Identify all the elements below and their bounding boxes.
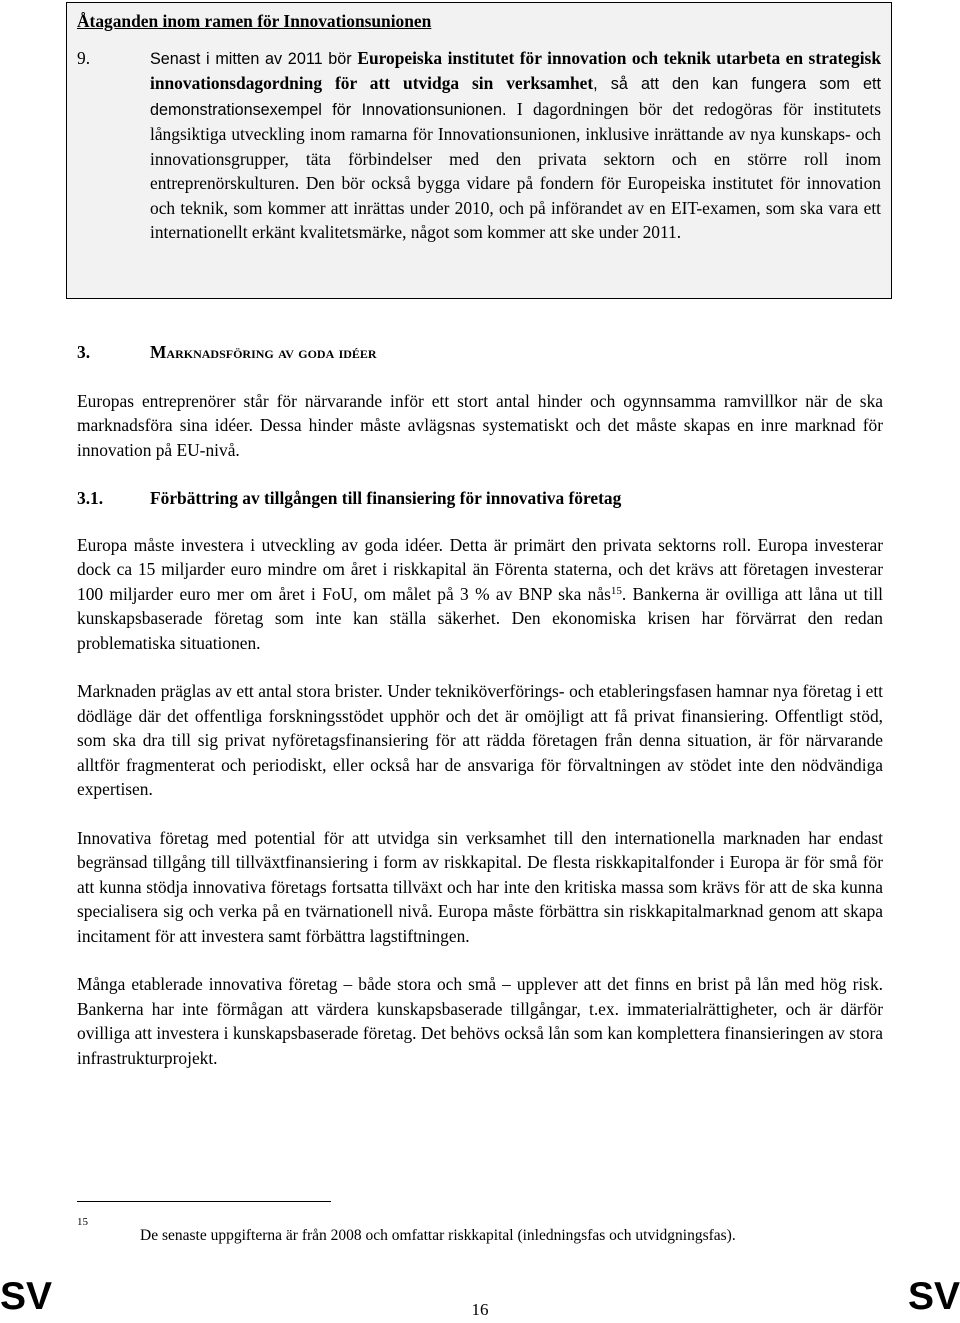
main-content [77,340,883,1070]
footnote-reference[interactable]: 15 [610,584,622,597]
language-code-left: SV [0,1275,53,1318]
section-3-1-paragraph-3: Innovativa företag med potential för att utvidga sin verksamhet till den internationella marknaden har endast begränsad tillgång till tillväxtfinansiering i form av riskkapital. De flesta riskkapitalfonder i Europa är för små för att kunna stödja innovativa företags fortsatta tillväxt och har inte den kritiska massa som krävs för att de ska kunna specialisera sig och verka på en tvärnationell nivå. Europa måste förbättra sin riskkapitalmarknad genom att skapa incitament för att investera samt förbättra lagstiftningen. [77,827,883,946]
section-3-1-paragraph-4: Många etablerade innovativa företag – både stora och små – upplever att det finns en brist på lån med hög risk. Bankerna har inte förmågan att värdera kunskapsbaserade tillgångar, t.ex. immaterialrättigheter, och är därför ovilliga att investera i kunskapsbaserade företag. Det behövs också lån som kan komplettera finansieringen av stora infrastrukturprojekt. [77,974,883,1068]
section-3-title: Marknadsföring av goda idéer [150,342,377,362]
section-3-number: 3. [77,342,91,362]
paragraph-1-a: Europa måste investera i utveckling av goda idéer. Detta är primärt den privata sektorns roll. Europa investerar dock ca 15 miljarder euro mindre om året i riskkapital än Förenta staterna, och det krävs att företagen investerar 100 miljarder euro mer om året i FoU, om målet på 3 % av BNP ska nås [77,534,883,604]
section-3-heading [77,340,883,365]
commitment-text-run3: , så att den kan fungera som ett demonstrationsexempel för Innovationsunionen. [150,75,881,119]
commitment-item [77,46,881,245]
section-3-paragraph-a: Europas entreprenörer står för närvarande inför ett stort antal hinder och ogynnsamma ramvillkor när de ska marknadsföra sina idéer. [77,390,883,435]
page-number: 16 [471,1300,489,1319]
commitment-box-title: Åtaganden inom ramen för Innovationsunionen [77,11,432,31]
commitment-item-text [150,46,881,245]
commitment-text-run4: I dagordningen bör det redogöras för institutets långsiktiga utveckling inom ramarna för Innovationsunionen, inklusive inrättande av nya kunskaps- och innovationsgrupper, täta förbindelser med den privata sektorn och en större roll inom entreprenörskulturen. Den bör också bygga vidare på fondern för Europeiska institutet för innovation och teknik, som kommer att inrättas under 2010, och på införandet av en EIT-examen, som ska vara ett internationellt erkänt kvalitetsmärke, något som kommer att ske under 2011. [150,98,881,242]
section-3-paragraph [77,389,883,463]
section-3-paragraph-b: Dessa hinder måste avlägsnas systematiskt och det måste skapas en inre marknad för innovation på EU-nivå. [77,415,883,460]
commitment-box [66,2,892,299]
commitment-item-number: 9. [77,47,91,68]
section-3-1-paragraph-1 [77,533,883,656]
footnote-separator [77,1201,331,1202]
language-code-right: SV [907,1275,960,1318]
section-3-1-title: Förbättring av tillgången till finansiering för innovativa företag [150,488,622,508]
section-3-1-paragraph-2: Marknaden präglas av ett antal stora brister. Under tekniköverförings- och etableringsfasen hamnar nya företag i ett dödläge där det offentliga forskningsstödet upphör och det är omöjligt att få privat finansiering. Offentligt stöd, som ska dra till sig privat nyföretagsfinansiering för att rädda företagen från denna situation, är för närvarande alltför fragmenterat och periodiskt, eller också har de ansvariga för förvaltningen av stödet inte den nödvändiga expertisen. [77,681,883,799]
commitment-text-run1: Senast i mitten av 2011 bör [150,49,358,68]
footnote-text: De senaste uppgifterna är från 2008 och omfattar riskkapital (inledningsfas och utvidgningsfas). [140,1227,736,1244]
section-3-1-heading [77,486,883,511]
section-3-1-number: 3.1. [77,488,104,508]
commitment-text-bold: Europeiska institutet för innovation och teknik utarbeta en strategisk innovationsdagordning för att utvidga sin verksamhet [150,47,881,93]
footnote-mark: 15 [77,1216,88,1228]
paragraph-1-b: . Bankerna är ovilliga att låna ut till kunskapsbaserade företag som inte kan ställa säkerhet. Den ekonomiska krisen har förvärrat den redan problematiska situationen. [77,583,883,653]
